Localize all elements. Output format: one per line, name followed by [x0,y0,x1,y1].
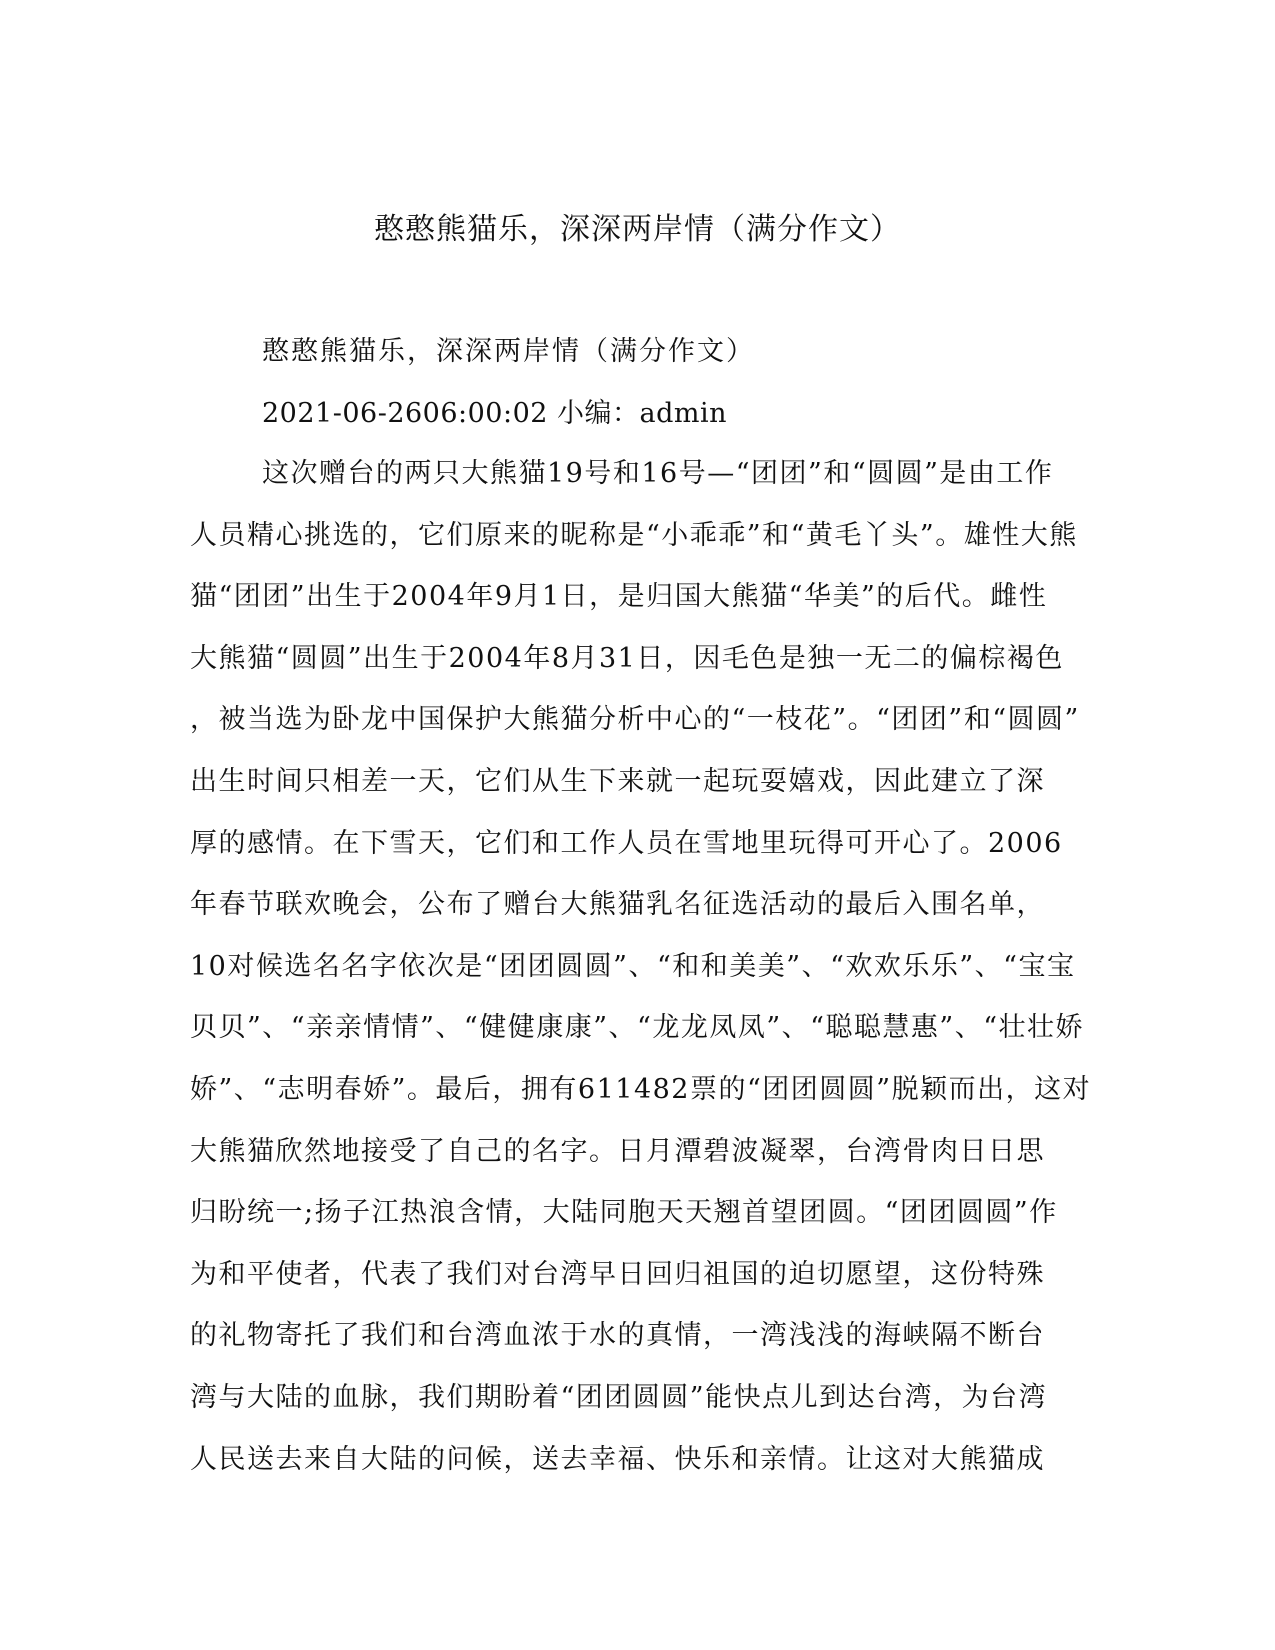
body-line: 为和平使者，代表了我们对台湾早日回归祖国的迫切愿望，这份特殊 [190,1258,1045,1290]
article-subtitle: 憨憨熊猫乐，深深两岸情（满分作文） [262,336,755,367]
body-line: 年春节联欢晚会，公布了赠台大熊猫乳名征选活动的最后入围名单， [190,889,1045,921]
body-line: 猫“团团”出生于2004年9月1日，是归国大熊猫“华美”的后代。雌性 [190,581,1048,613]
body-line: 贝贝”、“亲亲情情”、“健健康康”、“龙龙凤凤”、“聪聪慧惠”、“壮壮娇 [190,1012,1085,1044]
body-line: 10对候选名名字依次是“团团圆圆”、“和和美美”、“欢欢乐乐”、“宝宝 [190,950,1076,982]
body-line: ，被当选为卧龙中国保护大熊猫分析中心的“一枝花”。“团团”和“圆圆” [190,704,1080,736]
body-line: 这次赠台的两只大熊猫19号和16号—“团团”和“圆圆”是由工作 [262,458,1054,489]
body-line: 大熊猫“圆圆”出生于2004年8月31日，因毛色是独一无二的偏棕褐色 [190,642,1064,674]
body-line: 的礼物寄托了我们和台湾血浓于水的真情，一湾浅浅的海峡隔不断台 [190,1320,1045,1352]
body-line: 娇”、“志明春娇”。最后，拥有611482票的“团团圆圆”脱颖而出，这对 [190,1073,1092,1105]
body-line: 湾与大陆的血脉，我们期盼着“团团圆圆”能快点儿到达台湾，为台湾 [190,1381,1048,1413]
body-line: 人民送去来自大陆的问候，送去幸福、快乐和亲情。让这对大熊猫成 [190,1443,1045,1475]
body-line: 出生时间只相差一天，它们从生下来就一起玩耍嬉戏，因此建立了深 [190,765,1045,797]
body-line: 厚的感情。在下雪天，它们和工作人员在雪地里玩得可开心了。2006 [190,827,1063,859]
date-author-line: 2021-06-2606:00:02 小编：admin [262,398,728,429]
body-line: 人员精心挑选的，它们原来的昵称是“小乖乖”和“黄毛丫头”。雄性大熊 [190,519,1078,551]
body-line: 大熊猫欣然地接受了自己的名字。日月潭碧波凝翠，台湾骨肉日日思 [190,1135,1045,1167]
body-line: 归盼统一;扬子江热浪含情，大陆同胞天天翘首望团圆。“团团圆圆”作 [190,1197,1058,1229]
article-body [190,456,1090,1503]
document-title: 憨憨熊猫乐，深深两岸情（满分作文） [374,212,901,247]
